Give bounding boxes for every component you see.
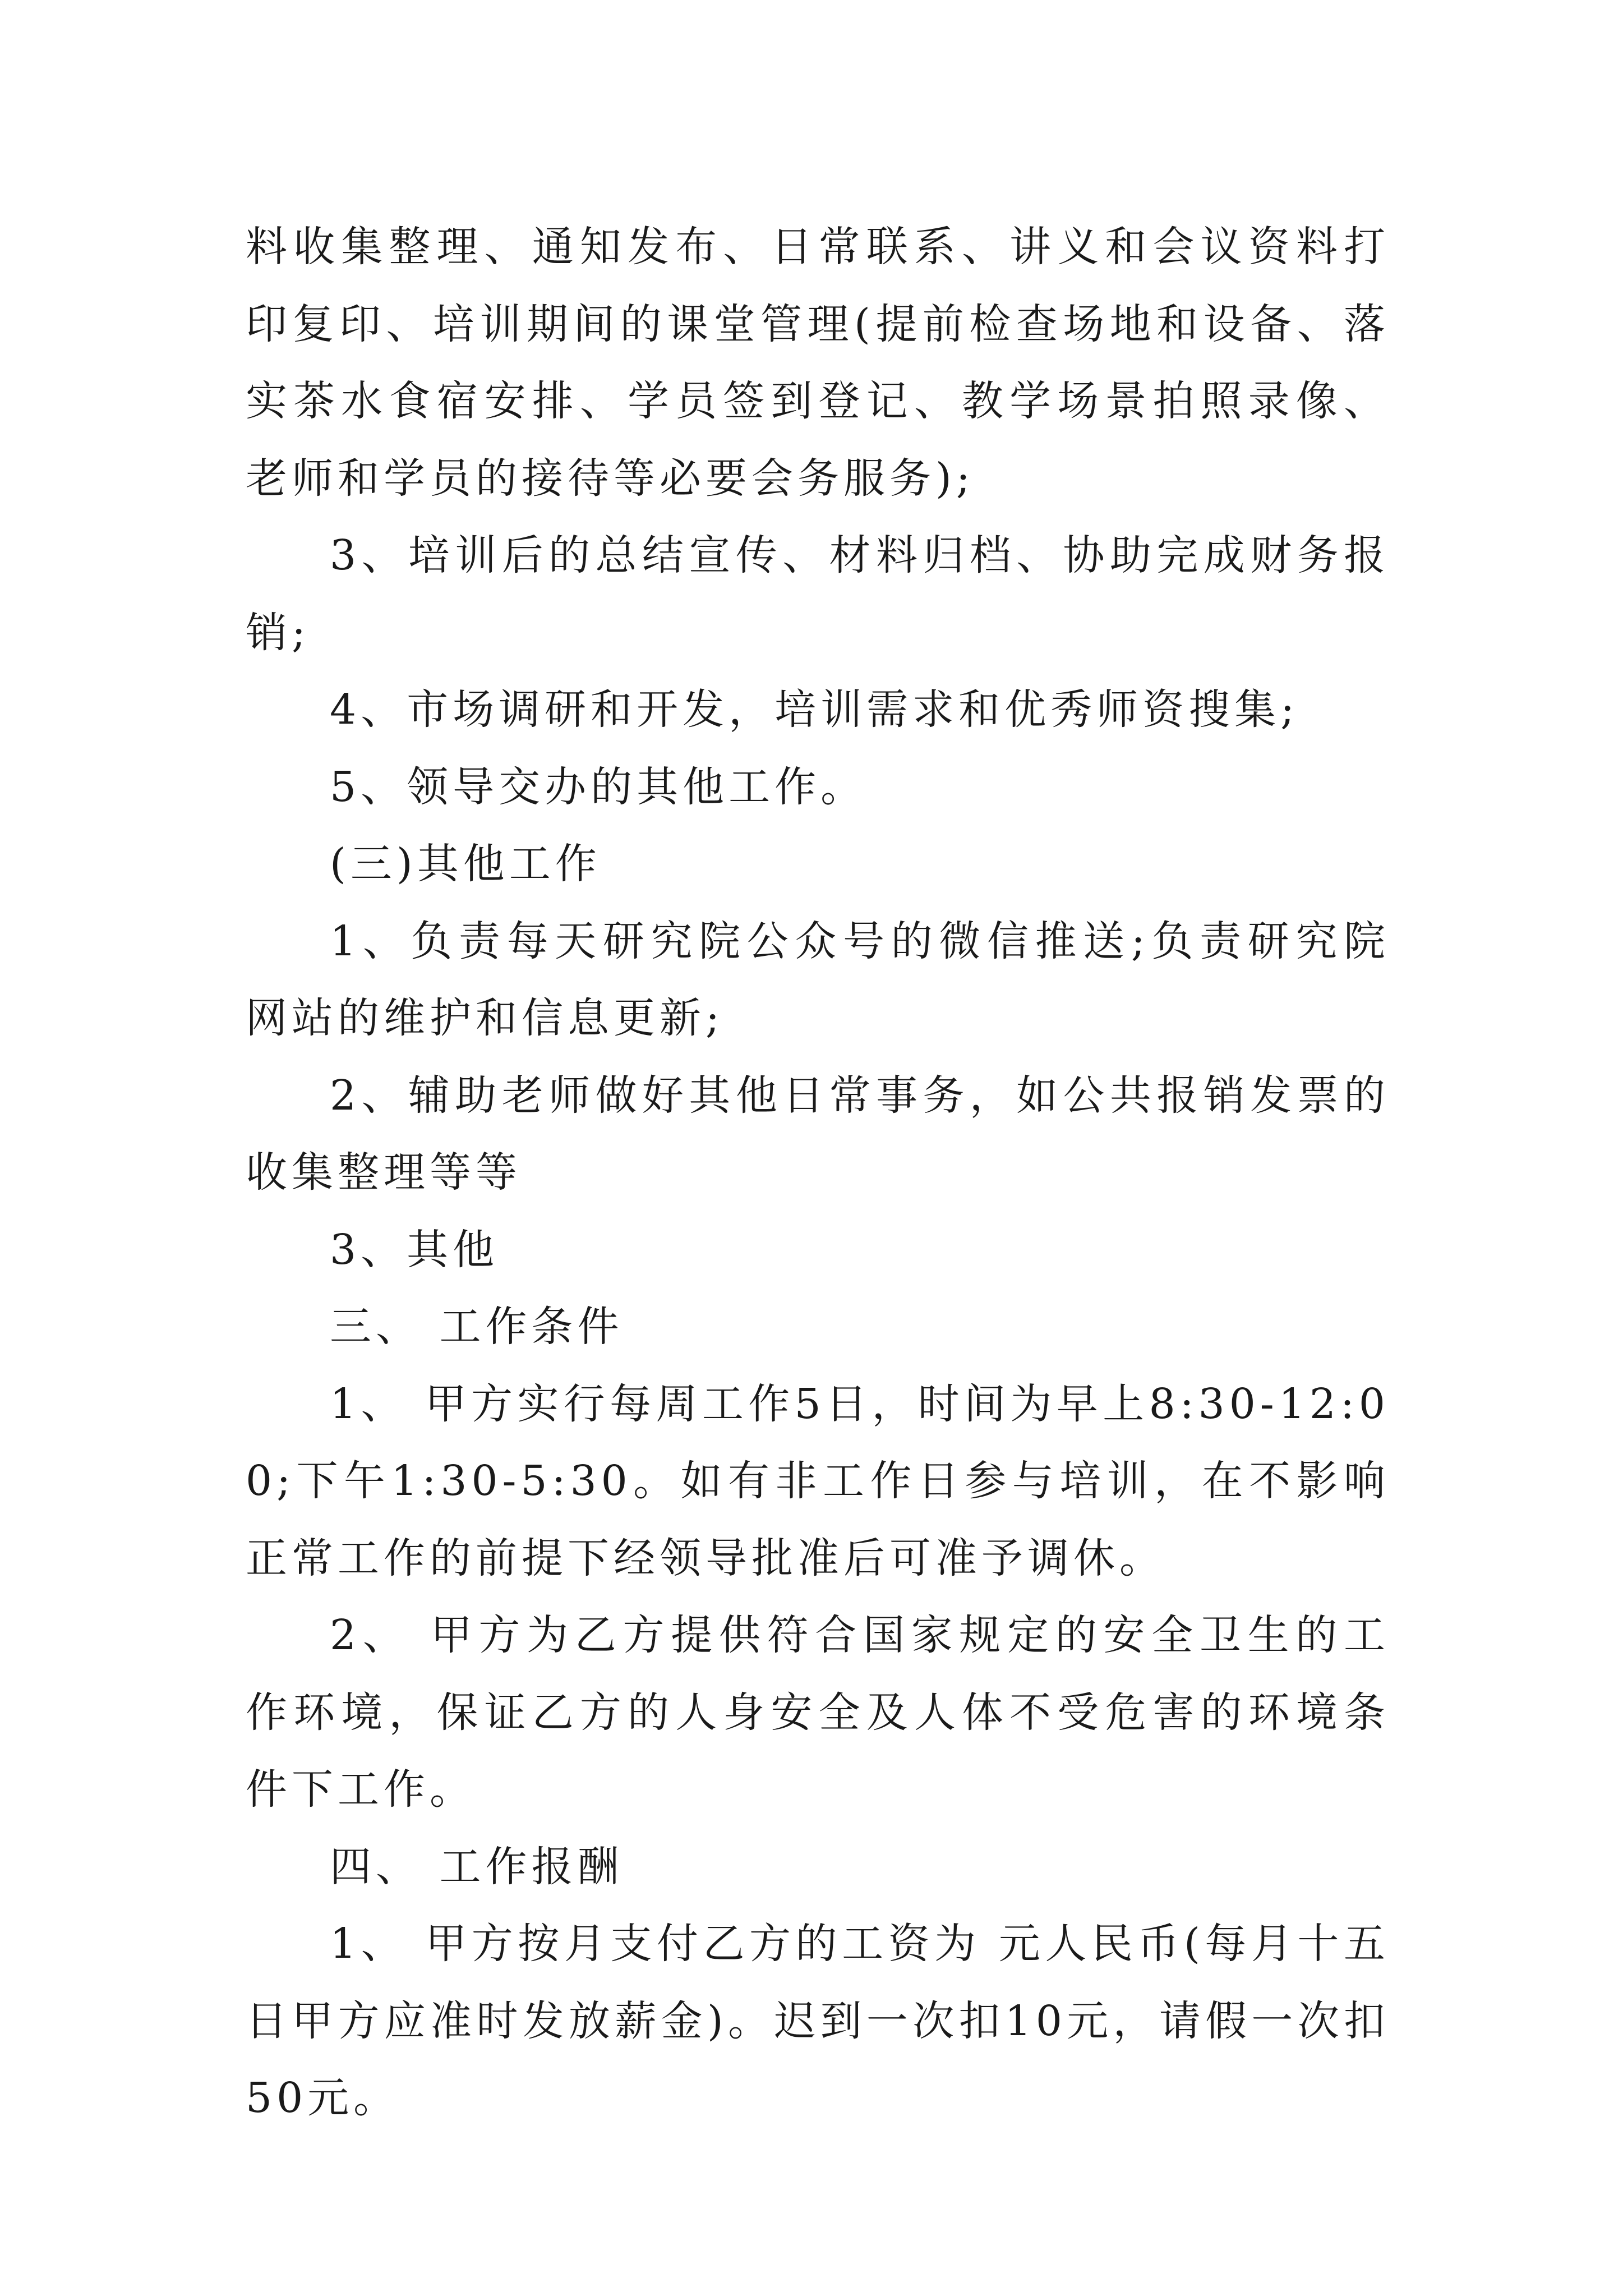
paragraph-salary: 1、 甲方按月支付乙方的工资为 元人民币(每月十五日甲方应准时发放薪金)。迟到一次扣10元，请假一次扣50元。	[246, 1920, 1390, 2122]
paragraph-wechat-website: 1、负责每天研究院公众号的微信推送;负责研究院网站的维护和信息更新;	[246, 917, 1390, 1042]
paragraph-services-continued: 料收集整理、通知发布、日常联系、讲义和会议资料打印复印、培训期间的课堂管理(提前检查场地和设备、落实茶水食宿安排、学员签到登记、教学场景拍照录像、老师和学员的接待等必要会务服务);	[246, 223, 1390, 503]
document-body	[246, 209, 1390, 2137]
section-heading-other-work: (三)其他工作	[330, 840, 601, 888]
section-heading-remuneration: 四、 工作报酬	[330, 1842, 624, 1891]
paragraph-market-research: 4、市场调研和开发，培训需求和优秀师资搜集;	[330, 685, 1299, 734]
paragraph-other: 3、其他	[330, 1225, 499, 1274]
section-heading-work-conditions: 三、 工作条件	[330, 1303, 624, 1351]
paragraph-assist-teachers: 2、辅助老师做好其他日常事务，如公共报销发票的收集整理等等	[246, 1071, 1390, 1197]
paragraph-post-training: 3、培训后的总结宣传、材料归档、协助完成财务报销;	[246, 531, 1390, 657]
paragraph-other-tasks: 5、领导交办的其他工作。	[330, 762, 867, 811]
paragraph-work-hours: 1、 甲方实行每周工作5日，时间为早上8:30-12:00;下午1:30-5:30。如有非工作日参与培训，在不影响正常工作的前提下经领导批准后可准予调休。	[246, 1379, 1390, 1582]
paragraph-work-environment: 2、 甲方为乙方提供符合国家规定的安全卫生的工作环境，保证乙方的人身安全及人体不受危害的环境条件下工作。	[246, 1611, 1390, 1814]
